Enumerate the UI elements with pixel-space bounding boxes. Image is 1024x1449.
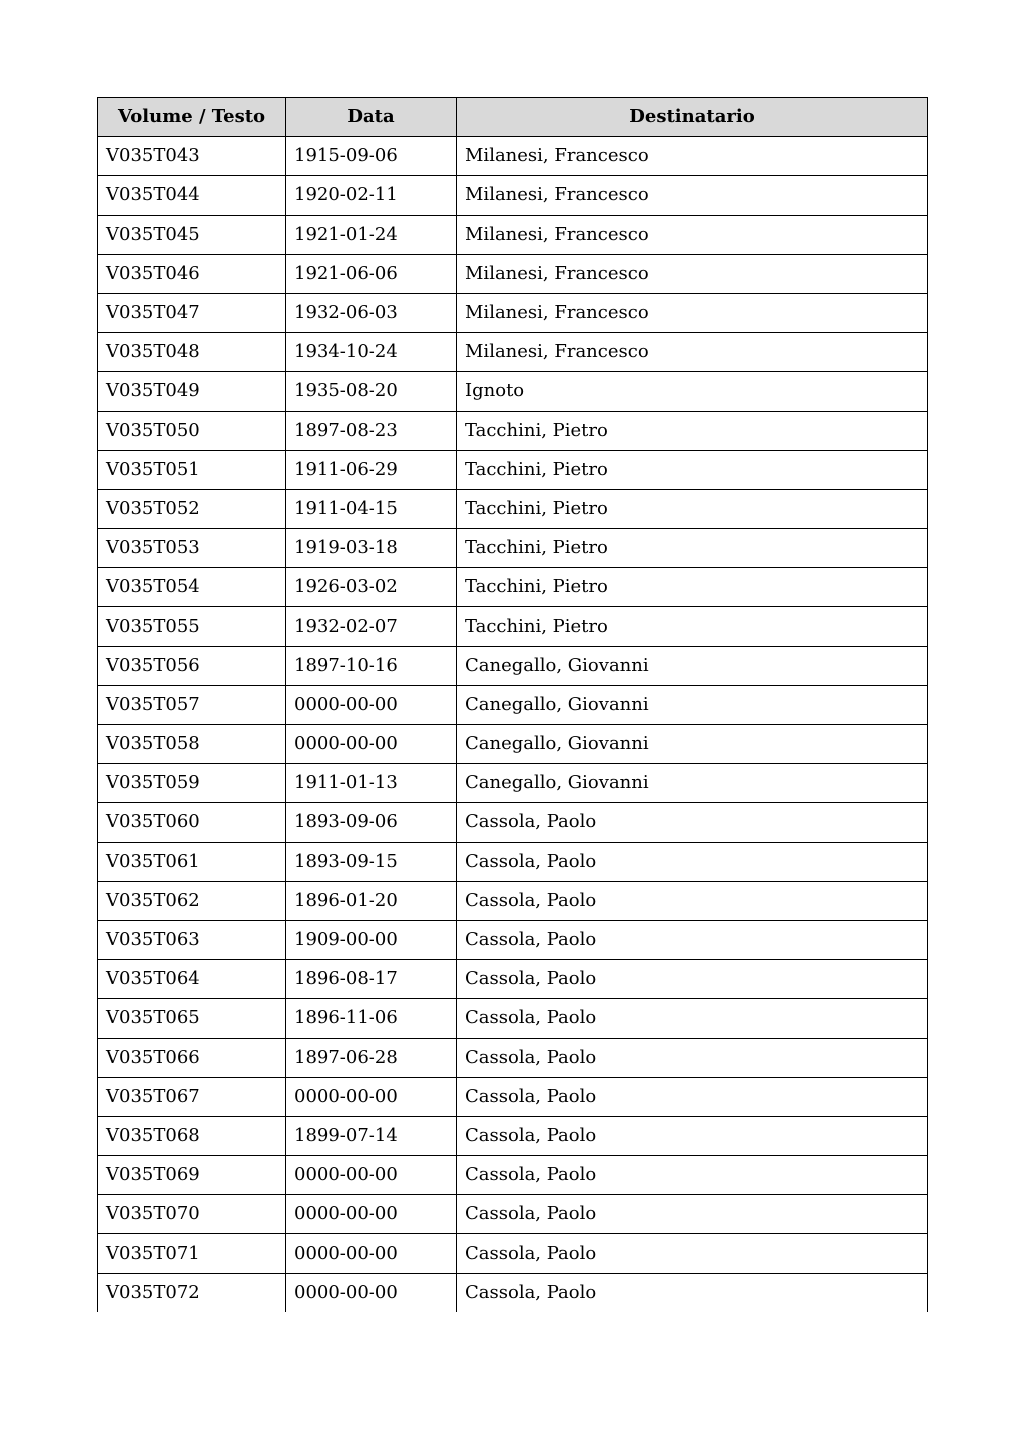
table-row (98, 1273, 928, 1312)
cell-volume-testo: V035T064 (98, 960, 286, 999)
cell-destinatario: Cassola, Paolo (457, 1077, 928, 1116)
cell-volume-testo: V035T046 (98, 254, 286, 293)
cell-destinatario: Tacchini, Pietro (457, 568, 928, 607)
cell-volume-testo: V035T051 (98, 450, 286, 489)
cell-data: 1932-06-03 (286, 293, 457, 332)
cell-data: 0000-00-00 (286, 725, 457, 764)
cell-volume-testo: V035T061 (98, 842, 286, 881)
cell-volume-testo: V035T047 (98, 293, 286, 332)
table-row (98, 372, 928, 411)
cell-destinatario: Canegallo, Giovanni (457, 764, 928, 803)
table-row (98, 293, 928, 332)
cell-data: 1911-04-15 (286, 489, 457, 528)
cell-volume-testo: V035T043 (98, 137, 286, 176)
cell-destinatario: Cassola, Paolo (457, 1156, 928, 1195)
cell-destinatario: Tacchini, Pietro (457, 489, 928, 528)
table-body (98, 137, 928, 1313)
table-row (98, 725, 928, 764)
table-row (98, 1116, 928, 1155)
cell-data: 1893-09-15 (286, 842, 457, 881)
table-row (98, 999, 928, 1038)
cell-destinatario: Milanesi, Francesco (457, 293, 928, 332)
column-header-data: Data (286, 98, 457, 137)
table-row (98, 920, 928, 959)
table-row (98, 137, 928, 176)
column-header-volume-testo: Volume / Testo (98, 98, 286, 137)
cell-destinatario: Cassola, Paolo (457, 803, 928, 842)
table-row (98, 568, 928, 607)
table-row (98, 960, 928, 999)
table-row (98, 411, 928, 450)
cell-destinatario: Milanesi, Francesco (457, 137, 928, 176)
cell-data: 1920-02-11 (286, 176, 457, 215)
cell-destinatario: Cassola, Paolo (457, 842, 928, 881)
cell-volume-testo: V035T068 (98, 1116, 286, 1155)
cell-destinatario: Tacchini, Pietro (457, 529, 928, 568)
cell-data: 1921-06-06 (286, 254, 457, 293)
cell-data: 0000-00-00 (286, 1077, 457, 1116)
cell-data: 0000-00-00 (286, 1273, 457, 1312)
table-row (98, 215, 928, 254)
cell-volume-testo: V035T057 (98, 685, 286, 724)
cell-destinatario: Cassola, Paolo (457, 999, 928, 1038)
cell-volume-testo: V035T052 (98, 489, 286, 528)
cell-volume-testo: V035T049 (98, 372, 286, 411)
table-row (98, 254, 928, 293)
cell-destinatario: Canegallo, Giovanni (457, 725, 928, 764)
cell-data: 1915-09-06 (286, 137, 457, 176)
cell-destinatario: Cassola, Paolo (457, 1116, 928, 1155)
table-header (98, 98, 928, 137)
cell-destinatario: Cassola, Paolo (457, 881, 928, 920)
cell-volume-testo: V035T060 (98, 803, 286, 842)
cell-data: 1919-03-18 (286, 529, 457, 568)
cell-destinatario: Cassola, Paolo (457, 1273, 928, 1312)
cell-volume-testo: V035T066 (98, 1038, 286, 1077)
table-row (98, 450, 928, 489)
cell-destinatario: Tacchini, Pietro (457, 450, 928, 489)
cell-volume-testo: V035T070 (98, 1195, 286, 1234)
table-row (98, 842, 928, 881)
cell-data: 1911-06-29 (286, 450, 457, 489)
cell-volume-testo: V035T059 (98, 764, 286, 803)
cell-destinatario: Cassola, Paolo (457, 1234, 928, 1273)
table-row (98, 529, 928, 568)
cell-volume-testo: V035T048 (98, 333, 286, 372)
cell-destinatario: Tacchini, Pietro (457, 607, 928, 646)
cell-destinatario: Cassola, Paolo (457, 1195, 928, 1234)
cell-destinatario: Canegallo, Giovanni (457, 646, 928, 685)
cell-data: 0000-00-00 (286, 685, 457, 724)
table-row (98, 1038, 928, 1077)
cell-volume-testo: V035T053 (98, 529, 286, 568)
cell-data: 0000-00-00 (286, 1195, 457, 1234)
cell-destinatario: Cassola, Paolo (457, 920, 928, 959)
cell-volume-testo: V035T062 (98, 881, 286, 920)
table-row (98, 685, 928, 724)
cell-data: 1896-01-20 (286, 881, 457, 920)
table-row (98, 1077, 928, 1116)
cell-data: 1896-11-06 (286, 999, 457, 1038)
cell-data: 1911-01-13 (286, 764, 457, 803)
cell-volume-testo: V035T054 (98, 568, 286, 607)
cell-destinatario: Milanesi, Francesco (457, 215, 928, 254)
cell-data: 1899-07-14 (286, 1116, 457, 1155)
table-row (98, 607, 928, 646)
cell-data: 1897-08-23 (286, 411, 457, 450)
cell-data: 1926-03-02 (286, 568, 457, 607)
column-header-destinatario: Destinatario (457, 98, 928, 137)
table-row (98, 176, 928, 215)
letters-table (97, 97, 928, 1312)
table-row (98, 333, 928, 372)
cell-data: 1932-02-07 (286, 607, 457, 646)
cell-volume-testo: V035T071 (98, 1234, 286, 1273)
cell-destinatario: Milanesi, Francesco (457, 333, 928, 372)
cell-volume-testo: V035T067 (98, 1077, 286, 1116)
cell-destinatario: Cassola, Paolo (457, 1038, 928, 1077)
table-row (98, 1234, 928, 1273)
cell-data: 1935-08-20 (286, 372, 457, 411)
cell-volume-testo: V035T044 (98, 176, 286, 215)
cell-data: 1893-09-06 (286, 803, 457, 842)
cell-volume-testo: V035T050 (98, 411, 286, 450)
cell-destinatario: Milanesi, Francesco (457, 254, 928, 293)
cell-destinatario: Ignoto (457, 372, 928, 411)
header-row (98, 98, 928, 137)
cell-volume-testo: V035T056 (98, 646, 286, 685)
cell-data: 1921-01-24 (286, 215, 457, 254)
cell-volume-testo: V035T069 (98, 1156, 286, 1195)
table-row (98, 764, 928, 803)
cell-data: 1909-00-00 (286, 920, 457, 959)
cell-volume-testo: V035T045 (98, 215, 286, 254)
table-row (98, 646, 928, 685)
cell-destinatario: Milanesi, Francesco (457, 176, 928, 215)
cell-volume-testo: V035T063 (98, 920, 286, 959)
cell-data: 1897-06-28 (286, 1038, 457, 1077)
cell-volume-testo: V035T072 (98, 1273, 286, 1312)
cell-destinatario: Tacchini, Pietro (457, 411, 928, 450)
cell-data: 1934-10-24 (286, 333, 457, 372)
cell-volume-testo: V035T065 (98, 999, 286, 1038)
cell-data: 0000-00-00 (286, 1234, 457, 1273)
cell-data: 1897-10-16 (286, 646, 457, 685)
table-row (98, 489, 928, 528)
cell-volume-testo: V035T055 (98, 607, 286, 646)
table-row (98, 1156, 928, 1195)
table-row (98, 881, 928, 920)
table-row (98, 803, 928, 842)
cell-destinatario: Cassola, Paolo (457, 960, 928, 999)
cell-data: 0000-00-00 (286, 1156, 457, 1195)
cell-destinatario: Canegallo, Giovanni (457, 685, 928, 724)
cell-data: 1896-08-17 (286, 960, 457, 999)
cell-volume-testo: V035T058 (98, 725, 286, 764)
table-row (98, 1195, 928, 1234)
